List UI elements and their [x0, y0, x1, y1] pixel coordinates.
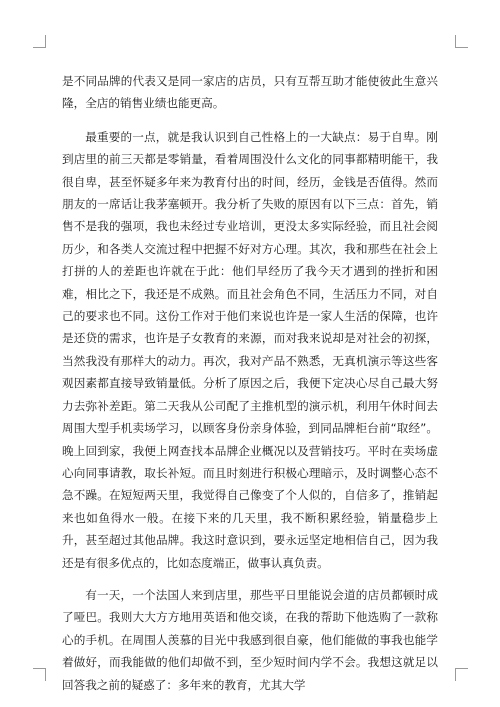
crop-mark-bottom-left — [33, 668, 46, 681]
crop-mark-top-left — [33, 35, 46, 48]
paragraph-3: 有一天，一个法国人来到店里，那些平日里能说会道的店员都顿时成了哑巴。我则大大方方地用英语和他交谈，在我的帮助下他选购了一款称心的手机。在周围人羡慕的目光中我感到很自豪，他们能做的事我也能学着做好，而我能做的他们却做不到，至少短时间内学不会。我想这就足以回答我之前的疑惑了：多年来的教育，尤其大学 — [62, 587, 438, 692]
crop-mark-top-right — [455, 35, 468, 48]
paragraph-1: 是不同品牌的代表又是同一家店的店员，只有互帮互助才能使彼此生意兴隆，全店的销售业绩也能更高。 — [62, 74, 438, 111]
paragraph-2: 最重要的一点，就是我认识到自己性格上的一大缺点：易于自卑。刚到店里的前三天都是零销量，看着周围没什么文化的同事都精明能干，我很自卑，甚至怀疑多年来为教育付出的时间，经历，金钱是否值得。然而朋友的一席话让我茅塞顿开。我分析了失败的原因有以下三点：首先，销售不是我的强项，我也未经过专业培训，更没太多实际经验，而且社会阅历少，和各类人交流过程中把握不好对方心理。其次，我和那些在社会上打拼的人的差距也许就在于此：他们早经历了我今天才遇到的挫折和困难，相比之下，我还是不成熟。而且社会角色不同，生活压力不同，对自己的要求也不同。这份工作对于他们来说也许是一家人生活的保障，也许是还贷的需求，也许是子女教育的来源，而对我来说却是对社会的初探，当然我没有那样大的动力。再次，我对产品不熟悉，无真机演示等这些客观因素都直接导致销量低。分析了原因之后，我便下定决心尽自己最大努力去弥补差距。第二天我从公司配了主推机型的演示机，利用午休时间去周围大型手机卖场学习，以顾客身份亲身体验，到同品牌柜台前“取经”。晚上回到家，我便上网查找本品牌企业概况以及营销技巧。平时在卖场虚心向同事请教，取长补短。而且时刻进行积极心理暗示，及时调整心态不急不躁。在短短两天里，我觉得自己像变了个人似的，自信多了，推销起来也如鱼得水一般。在接下来的几天里，我不断积累经验，销量稳步上升，甚至超过其他品牌。我这时意识到，要永远坚定地相信自己，因为我还是有很多优点的，比如态度端正，做事认真负责。 — [62, 129, 438, 570]
body-text — [62, 70, 438, 696]
crop-mark-bottom-right — [455, 668, 468, 681]
